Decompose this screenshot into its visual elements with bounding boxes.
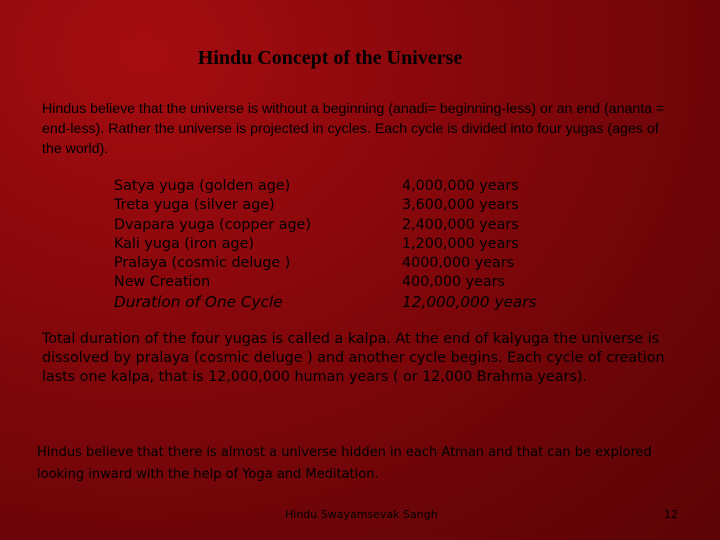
page-number: 12 (664, 508, 678, 521)
atman-paragraph: Hindus believe that there is almost a universe hidden in each Atman and that can be explored looking inward with the help of Yoga and Meditation. (37, 445, 652, 482)
yuga-name: Kali yuga (iron age) (114, 235, 254, 252)
cycle-total-years: 12,000,000 years (402, 292, 537, 311)
footer-text: Hindu Swayamsevak Sangh (285, 508, 438, 521)
yuga-years: 4,000,000 years (402, 178, 519, 194)
yuga-row (114, 196, 574, 215)
yuga-years: 1,200,000 years (402, 235, 519, 252)
intro-paragraph: Hindus believe that the universe is without a beginning (anadi= beginning-less) or an end (ananta = end-less). Rather the universe is projected in cycles. Each cycle is divided into four yugas (ages of the world). (42, 101, 665, 157)
yuga-name: Treta yuga (silver age) (114, 197, 275, 214)
cycle-total-row (114, 293, 574, 312)
yuga-name: Pralaya (cosmic deluge ) (114, 255, 291, 272)
yuga-row (114, 254, 574, 273)
yuga-years: 400,000 years (402, 274, 506, 291)
cycle-total-label: Duration of One Cycle (114, 292, 283, 311)
yuga-row (114, 216, 574, 235)
yuga-years: 2,400,000 years (402, 216, 519, 233)
yuga-years: 3,600,000 years (402, 197, 519, 214)
slide-title: Hindu Concept of the Universe (197, 47, 463, 69)
yuga-table (114, 177, 574, 312)
yuga-row (114, 235, 574, 254)
kalpa-paragraph: Total duration of the four yugas is called a kalpa. At the end of kalyuga the universe is dissolved by pralaya (cosmic deluge ) and another cycle begins. Each cycle of creation lasts one kalpa, that is 12,000,000 human years ( or 12,000 Brahma years). (42, 331, 665, 385)
yuga-years: 4000,000 years (402, 255, 515, 272)
yuga-name: New Creation (114, 274, 211, 291)
yuga-name: Satya yuga (golden age) (114, 178, 291, 194)
yuga-row (114, 273, 574, 292)
yuga-row (114, 177, 574, 196)
yuga-name: Dvapara yuga (copper age) (114, 216, 311, 233)
